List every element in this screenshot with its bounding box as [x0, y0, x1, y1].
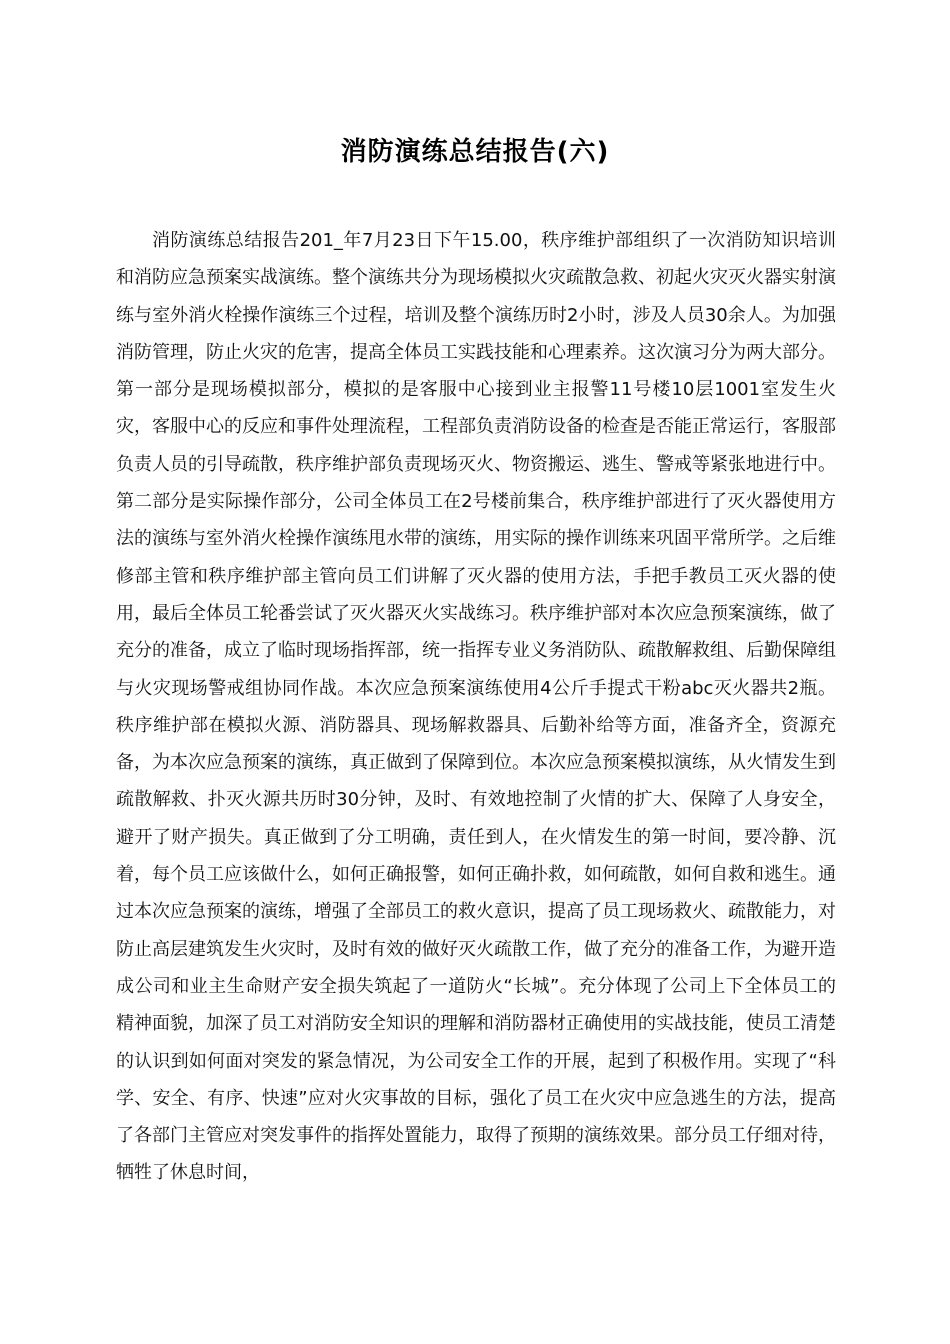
document-title: 消防演练总结报告(六) — [340, 137, 610, 167]
document-paragraph: 消防演练总结报告201_年7月23日下午15.00，秩序维护部组织了一次消防知识培训和消防应急预案实战演练。整个演练共分为现场模拟火灾疏散急救、初起火灾灭火器实射演练与室外消火栓操作演练三个过程，培训及整个演练历时2小时，涉及人员30余人。为加强消防管理，防止火灾的危害，提高全体员工实践技能和心理素养。这次演习分为两大部分。第一部分是现场模拟部分，模拟的是客服中心接到业主报警11号楼10层1001室发生火灾，客服中心的反应和事件处理流程，工程部负责消防设备的检查是否能正常运行，客服部负责人员的引导疏散，秩序维护部负责现场灭火、物资搬运、逃生、警戒等紧张地进行中。第二部分是实际操作部分，公司全体员工在2号楼前集合，秩序维护部进行了灭火器使用方法的演练与室外消火栓操作演练甩水带的演练，用实际的操作训练来巩固平常所学。之后维修部主管和秩序维护部主管向员工们讲解了灭火器的使用方法，手把手教员工灭火器的使用，最后全体员工轮番尝试了灭火器灭火实战练习。秩序维护部对本次应急预案演练，做了充分的准备，成立了临时现场指挥部，统一指挥专业义务消防队、疏散解救组、后勤保障组与火灾现场警戒组协同作战。本次应急预案演练使用4公斤手提式干粉abc灭火器共2瓶。秩序维护部在模拟火源、消防器具、现场解救器具、后勤补给等方面，准备齐全，资源充备，为本次应急预案的演练，真正做到了保障到位。本次应急预案模拟演练，从火情发生到疏散解救、扑灭火源共历时30分钟，及时、有效地控制了火情的扩大、保障了人身安全，避开了财产损失。真正做到了分工明确，责任到人，在火情发生的第一时间，要冷静、沉着，每个员工应该做什么，如何正确报警，如何正确扑救，如何疏散，如何自救和逃生。通过本次应急预案的演练，增强了全部员工的救火意识，提高了员工现场救火、疏散能力，对防止高层建筑发生火灾时，及时有效的做好灭火疏散工作，做了充分的准备工作，为避开造成公司和业主生命财产安全损失筑起了一道防火“长城”。充分体现了公司上下全体员工的精神面貌，加深了员工对消防安全知识的理解和消防器材正确使用的实战技能，使员工清楚的认识到如何面对突发的紧急情况，为公司安全工作的开展，起到了积极作用。实现了“科学、安全、有序、快速”应对火灾事故的目标，强化了员工在火灾中应急逃生的方法，提高了各部门主管应对突发事件的指挥处置能力，取得了预期的演练效果。部分员工仔细对待，牺牲了休息时间， — [116, 230, 836, 1184]
